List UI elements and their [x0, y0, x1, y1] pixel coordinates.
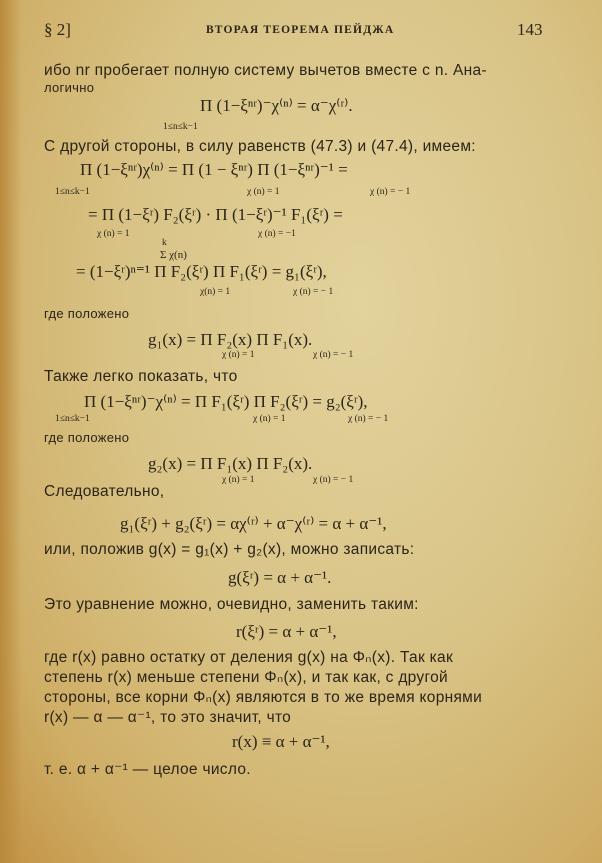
text-line: или, положив g(x) = g₁(x) + g₂(x), можно записать: [44, 541, 415, 558]
formula-subscript: χ(n) = 1 [200, 287, 231, 297]
text-line: где положено [44, 306, 130, 321]
page-edge-shadow [0, 0, 22, 863]
formula: g(ξʳ) = α + α⁻¹. [228, 568, 332, 587]
running-title: ВТОРАЯ ТЕОРЕМА ПЕЙДЖА [206, 24, 395, 36]
formula: = (1−ξʳ)ⁿ⁼¹ Π F₂(ξʳ) Π F₁(ξʳ) = g₁(ξʳ), [76, 262, 327, 281]
formula-subscript: χ (n) = − 1 [348, 414, 389, 424]
text-line: т. е. α + α⁻¹ — целое число. [44, 761, 251, 778]
formula: Π (1−ξⁿʳ)χ⁽ⁿ⁾ = Π (1 − ξⁿʳ) Π (1−ξⁿʳ)⁻¹ = [80, 160, 348, 179]
text-line: ибо nr пробегает полную систему вычетов вместе с n. Ана- [44, 62, 487, 79]
formula-subscript: χ (n) = − 1 [313, 350, 354, 360]
formula: g₁(x) = Π F₂(x) Π F₁(x). [148, 330, 313, 349]
text-line: где r(x) равно остатку от деления g(x) на Φₙ(x). Так как [44, 649, 454, 666]
formula: Π (1−ξⁿʳ)⁻χ⁽ⁿ⁾ = Π F₁(ξʳ) Π F₂(ξʳ) = g₂(ξʳ), [84, 392, 368, 411]
formula-subscript: 1≤n≤k−1 [163, 122, 198, 132]
formula-subscript: χ (n) = 1 [222, 350, 255, 360]
formula-subscript: χ (n) = − 1 [313, 475, 354, 485]
text-line: Также легко показать, что [44, 368, 238, 385]
page-number: 143 [517, 20, 543, 39]
formula-superscript: k [162, 238, 167, 248]
formula-subscript: 1≤n≤k−1 [55, 414, 90, 424]
text-line: Это уравнение можно, очевидно, заменить таким: [44, 596, 419, 613]
text-line: r(x) — α — α⁻¹, то это значит, что [44, 709, 292, 726]
formula: r(x) ≡ α + α⁻¹, [232, 732, 330, 751]
formula-subscript: χ (n) = 1 [97, 229, 130, 239]
formula-subscript: χ (n) = 1 [253, 414, 286, 424]
formula-subscript: χ (n) = − 1 [293, 287, 334, 297]
formula-subscript: χ (n) = 1 [222, 475, 255, 485]
formula: g₁(ξʳ) + g₂(ξʳ) = αχ⁽ʳ⁾ + α⁻χ⁽ʳ⁾ = α + α⁻¹, [120, 514, 387, 533]
text-line: степень r(x) меньше степени Φₙ(x), и так как, с другой [44, 669, 448, 686]
formula-subscript: χ (n) = 1 [247, 187, 280, 197]
text-line: Следовательно, [44, 483, 165, 500]
formula: = Π (1−ξʳ) F₂(ξʳ) · Π (1−ξʳ)⁻¹ F₁(ξʳ) = [88, 205, 343, 224]
formula: r(ξʳ) = α + α⁻¹, [236, 622, 337, 641]
text-line: С другой стороны, в силу равенств (47.3) и (47.4), имеем: [44, 138, 476, 155]
text-line: стороны, все корни Φₙ(x) являются в то же время корнями [44, 689, 483, 706]
section-mark: § 2] [44, 20, 71, 39]
formula: g₂(x) = Π F₁(x) Π F₂(x). [148, 454, 313, 473]
text-line: где положено [44, 430, 130, 445]
formula-subscript: χ (n) = −1 [258, 229, 296, 239]
formula-subscript: 1≤n≤k−1 [55, 187, 90, 197]
formula-superscript: Σ χ(n) [160, 249, 187, 261]
formula-subscript: χ (n) = − 1 [370, 187, 411, 197]
formula: Π (1−ξⁿʳ)⁻χ⁽ⁿ⁾ = α⁻χ⁽ʳ⁾. [200, 96, 353, 115]
text-line: логично [44, 80, 95, 95]
